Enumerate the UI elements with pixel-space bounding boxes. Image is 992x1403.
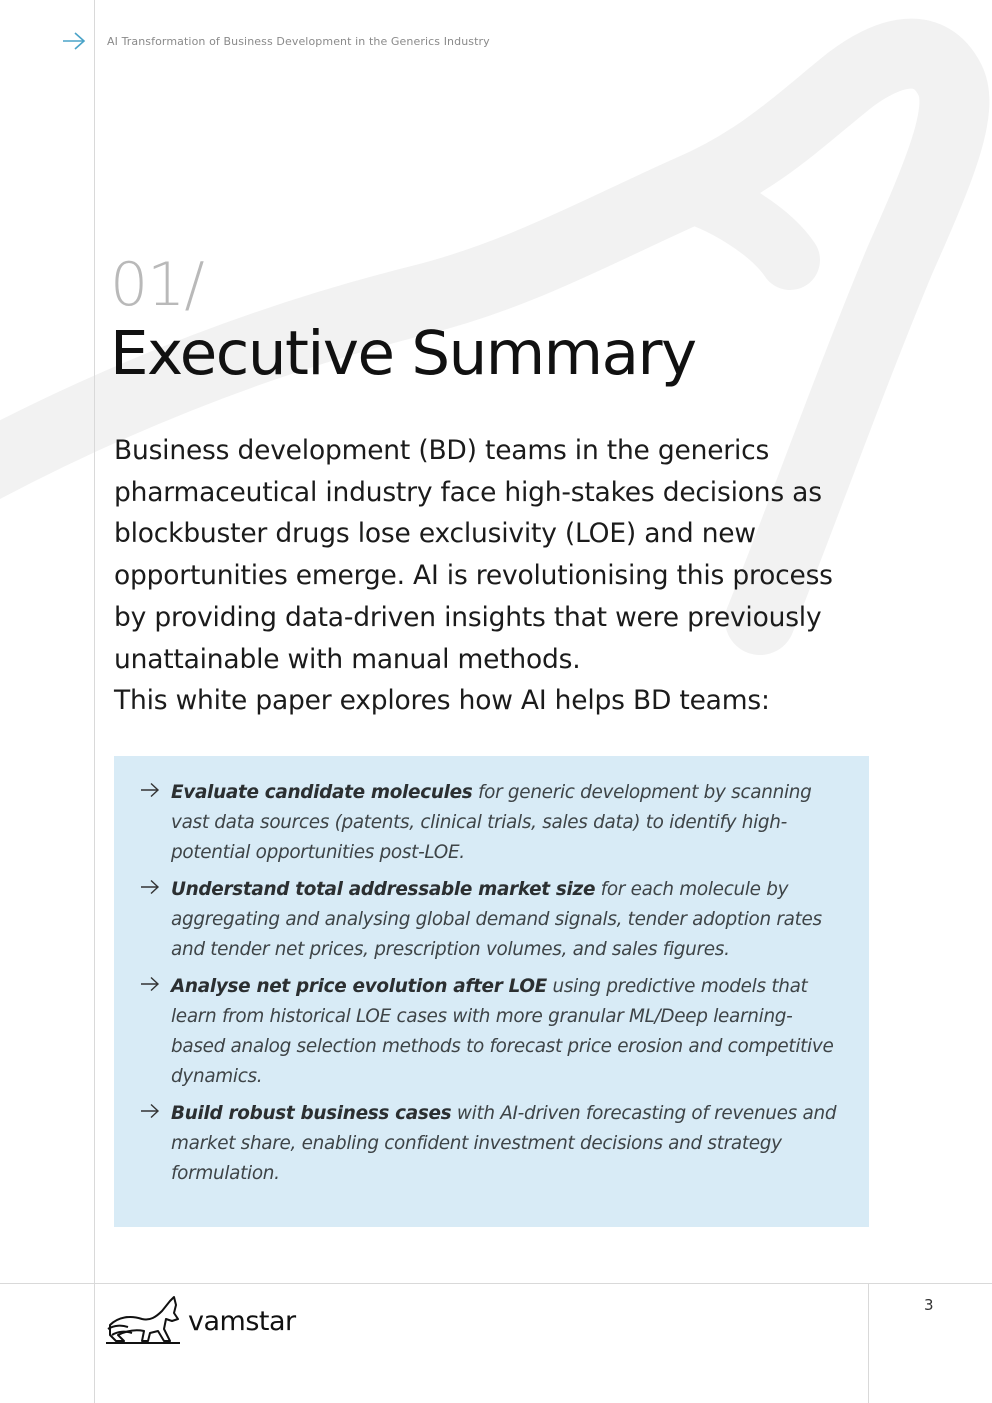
list-item	[140, 1099, 839, 1189]
left-margin-rule	[94, 0, 95, 1403]
list-item-bold: Analyse net price evolution after LOE	[171, 976, 547, 997]
list-item-body: using predictive models that learn from historical LOE cases with more granular ML/Deep learning-based analog selection methods to forecast price erosion and competitive dynamics.	[171, 976, 834, 1087]
list-item-body: for each molecule by aggregating and analysing global demand signals, tender adoption rates and tender net prices, prescription volumes, and sales figures.	[171, 879, 822, 960]
arrow-right-icon	[140, 781, 160, 799]
list-item-text	[171, 778, 839, 868]
arrow-right-icon	[62, 30, 86, 52]
list-item-body: for generic development by scanning vast data sources (patents, clinical trials, sales data) to identify high-potential opportunities post-LOE.	[171, 782, 812, 863]
brand-name: vamstar	[188, 1306, 296, 1337]
running-title: AI Transformation of Business Development in the Generics Industry	[107, 35, 490, 48]
page-title: Executive Summary	[110, 318, 696, 389]
page-number: 3	[924, 1296, 934, 1314]
arrow-right-icon	[140, 878, 160, 896]
list-item	[140, 972, 839, 1092]
intro-text	[114, 430, 854, 722]
list-item-text	[171, 875, 839, 965]
wolf-logo-icon	[104, 1295, 184, 1347]
list-item-bold: Build robust business cases	[171, 1103, 452, 1124]
callout-box	[114, 756, 869, 1227]
list-item-body: with AI-driven forecasting of revenues and market share, enabling confident investment decisions and strategy formulation.	[171, 1103, 837, 1184]
arrow-right-icon	[140, 975, 160, 993]
list-item-bold: Understand total addressable market size	[171, 879, 596, 900]
list-item	[140, 875, 839, 965]
section-number: 01/	[110, 250, 204, 320]
list-item	[140, 778, 839, 868]
footer-rule	[0, 1283, 992, 1284]
intro-lead-in: This white paper explores how AI helps BD teams:	[114, 685, 770, 717]
arrow-right-icon	[140, 1102, 160, 1120]
list-item-text	[171, 972, 839, 1092]
list-item-text	[171, 1099, 839, 1189]
list-item-bold: Evaluate candidate molecules	[171, 782, 473, 803]
footer-divider	[868, 1284, 869, 1403]
intro-paragraph: Business development (BD) teams in the generics pharmaceutical industry face high-stakes decisions as blockbuster drugs lose exclusivity (LOE) and new opportunities emerge. AI is revolutionising this process by providing data-driven insights that were previously unattainable with manual methods.	[114, 435, 833, 675]
